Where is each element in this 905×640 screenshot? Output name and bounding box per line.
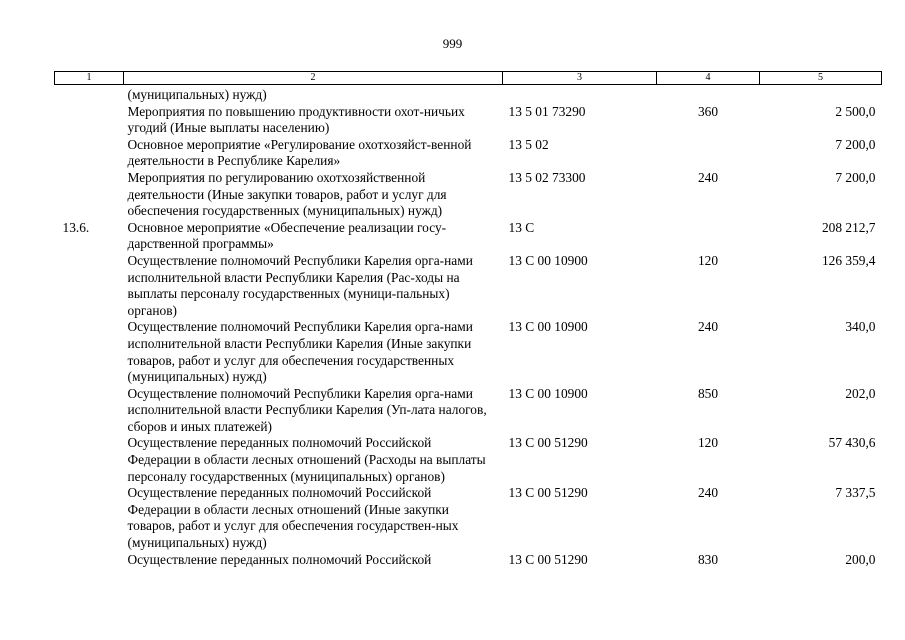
- row-expense-type: 240: [697, 485, 719, 501]
- row-target-code: 13 5 02 73300: [508, 169, 586, 185]
- table-body: [55, 87, 882, 568]
- row-name: Осуществление полномочий Республики Карелия орга-нами исполнительной власти Республики Карелия (Рас-ходы на выплаты персоналу государственных (муници-пальных) органов): [127, 252, 473, 318]
- row-number: [55, 87, 124, 104]
- table-row: [55, 137, 882, 170]
- row-target-code: 13 С 00 51290: [508, 485, 588, 501]
- row-name: Осуществление переданных полномочий Российской Федерации в области лесных отношений (Иные закупки товаров, работ и услуг для обеспечения государствен-ных (муниципальных) нужд): [127, 485, 459, 551]
- row-target-code: 13 С 00 10900: [508, 385, 588, 401]
- column-header-1: 1: [55, 72, 124, 85]
- row-name: Осуществление полномочий Республики Карелия орга-нами исполнительной власти Республики Карелия (Уп-лата налогов, сборов и иных платежей): [127, 385, 487, 434]
- page-number: 999: [442, 36, 463, 51]
- row-expense-type: 120: [697, 252, 719, 268]
- row-amount: 57 430,6: [828, 435, 876, 451]
- row-name: Осуществление переданных полномочий Российской Федерации в области лесных отношений (Расходы на выплаты персоналу государственных (муниципальных) органов): [127, 435, 486, 484]
- row-amount: 7 337,5: [835, 485, 876, 501]
- row-target-code: 13 С: [508, 219, 535, 235]
- row-amount: 7 200,0: [835, 169, 876, 185]
- row-amount: [760, 87, 882, 104]
- row-expense-type: 240: [697, 319, 719, 335]
- table-row: [55, 386, 882, 436]
- row-expense-type: 830: [697, 551, 719, 567]
- row-number: [55, 552, 124, 569]
- column-header-4: 4: [657, 72, 760, 85]
- row-name: Мероприятия по повышению продуктивности охот-ничьих угодий (Иные выплаты населению): [127, 103, 465, 136]
- table-row: [55, 435, 882, 485]
- row-expense-type: [657, 87, 760, 104]
- row-number: [55, 104, 124, 137]
- table-row: [55, 485, 882, 551]
- table-row: [55, 220, 882, 253]
- row-expense-type: [657, 220, 760, 253]
- row-target-code: 13 С 00 10900: [508, 252, 588, 268]
- table-row: [55, 319, 882, 385]
- row-amount: 200,0: [845, 551, 876, 567]
- row-number: 13.6.: [62, 219, 90, 235]
- table-row: [55, 552, 882, 569]
- table-row: [55, 170, 882, 220]
- row-target-code: 13 С 00 51290: [508, 435, 588, 451]
- row-name: Мероприятия по регулированию охотхозяйственной деятельности (Иные закупки товаров, работ и услуг для обеспечения государственных (муниципальных) нужд): [127, 169, 447, 219]
- row-number: [55, 170, 124, 220]
- row-amount: 208 212,7: [821, 219, 876, 235]
- row-name: Основное мероприятие «Обеспечение реализации госу-дарственной программы»: [127, 219, 447, 252]
- row-amount: 202,0: [845, 385, 876, 401]
- row-amount: 340,0: [845, 319, 876, 335]
- table-row: [55, 253, 882, 319]
- row-target-code: 13 5 01 73290: [508, 103, 586, 119]
- row-name: Основное мероприятие «Регулирование охотхозяйст-венной деятельности в Республике Карелия»: [127, 136, 472, 169]
- row-expense-type: [657, 137, 760, 170]
- column-header-3: 3: [503, 72, 657, 85]
- row-target-code: 13 С 00 51290: [508, 551, 588, 567]
- row-number: [55, 319, 124, 385]
- row-expense-type: 240: [697, 169, 719, 185]
- row-number: [55, 435, 124, 485]
- row-name: (муниципальных) нужд): [127, 87, 267, 102]
- row-target-code: 13 5 02: [508, 136, 549, 152]
- column-header-5: 5: [760, 72, 882, 85]
- row-name: Осуществление переданных полномочий Российской: [127, 551, 432, 567]
- row-amount: 126 359,4: [821, 252, 876, 268]
- row-number: [55, 485, 124, 551]
- column-header-2: 2: [124, 72, 503, 85]
- row-expense-type: 120: [697, 435, 719, 451]
- row-target-code: [503, 87, 657, 104]
- row-number: [55, 253, 124, 319]
- row-number: [55, 386, 124, 436]
- budget-table: [54, 71, 882, 568]
- row-amount: 2 500,0: [835, 103, 876, 119]
- row-amount: 7 200,0: [835, 136, 876, 152]
- row-expense-type: 360: [697, 103, 719, 119]
- row-number: [55, 137, 124, 170]
- table-row: [55, 104, 882, 137]
- table-row: [55, 87, 882, 104]
- header-row: [55, 72, 882, 85]
- row-expense-type: 850: [697, 385, 719, 401]
- row-name: Осуществление полномочий Республики Карелия орга-нами исполнительной власти Республики Карелия (Иные закупки товаров, работ и услуг для обеспечения государственных (муниципальных) нужд): [127, 319, 473, 385]
- row-target-code: 13 С 00 10900: [508, 319, 588, 335]
